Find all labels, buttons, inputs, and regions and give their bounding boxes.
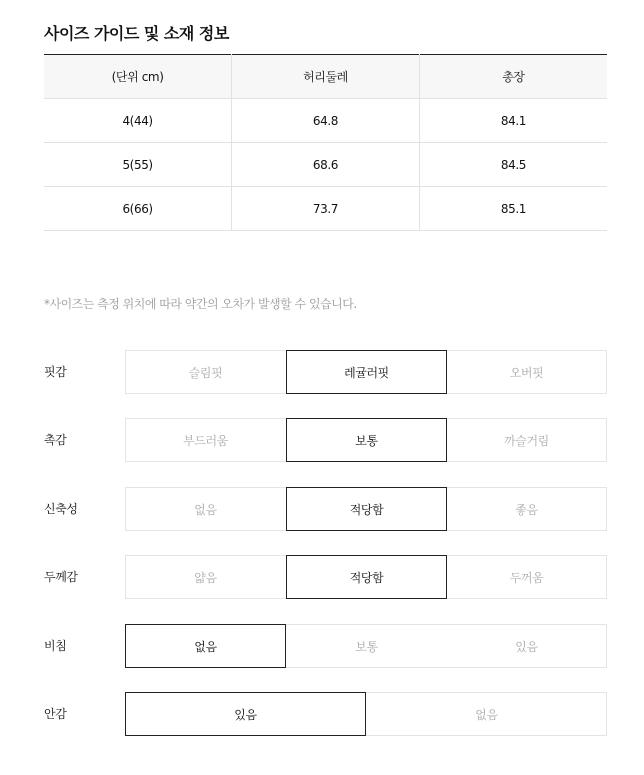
size-cell: 4(44) bbox=[44, 99, 232, 143]
size-table bbox=[44, 54, 607, 231]
attribute-label: 신축성 bbox=[44, 502, 78, 516]
attribute-options bbox=[125, 418, 607, 462]
attribute-option: 없음 bbox=[475, 707, 498, 722]
attribute-option-selected: 보통 bbox=[286, 418, 447, 462]
attribute-option-selected: 있음 bbox=[125, 692, 366, 736]
attribute-option-selected: 없음 bbox=[125, 624, 286, 668]
measurement-note: *사이즈는 측정 위치에 따라 약간의 오차가 발생할 수 있습니다. bbox=[44, 297, 357, 311]
attribute-option: 슬림핏 bbox=[188, 365, 223, 380]
attribute-label: 안감 bbox=[44, 707, 67, 721]
length-cell: 84.1 bbox=[419, 99, 607, 143]
attribute-option: 두꺼움 bbox=[509, 570, 544, 585]
length-cell: 85.1 bbox=[419, 187, 607, 231]
attribute-option-selected: 적당함 bbox=[286, 555, 447, 599]
attribute-label: 촉감 bbox=[44, 433, 67, 447]
attribute-option: 있음 bbox=[515, 639, 538, 654]
attribute-options bbox=[125, 624, 607, 668]
attribute-option: 오버핏 bbox=[509, 365, 544, 380]
length-header: 총장 bbox=[419, 55, 607, 99]
attribute-option-selected: 레귤러핏 bbox=[286, 350, 447, 394]
attribute-row bbox=[44, 418, 607, 462]
size-cell: 6(66) bbox=[44, 187, 232, 231]
attribute-options bbox=[125, 487, 607, 531]
waist-cell: 68.6 bbox=[232, 143, 420, 187]
attribute-option: 없음 bbox=[194, 502, 217, 517]
attribute-row bbox=[44, 692, 607, 736]
attribute-options bbox=[125, 350, 607, 394]
waist-cell: 73.7 bbox=[232, 187, 420, 231]
attribute-options bbox=[125, 692, 607, 736]
attribute-row bbox=[44, 350, 607, 394]
attribute-option: 얇음 bbox=[194, 570, 217, 585]
attribute-row bbox=[44, 487, 607, 531]
page-title: 사이즈 가이드 및 소재 정보 bbox=[44, 24, 229, 43]
table-header-row bbox=[44, 55, 607, 99]
length-cell: 84.5 bbox=[419, 143, 607, 187]
attribute-options bbox=[125, 555, 607, 599]
attribute-label: 비침 bbox=[44, 639, 67, 653]
attribute-row bbox=[44, 555, 607, 599]
attribute-option: 부드러움 bbox=[183, 433, 228, 448]
size-cell: 5(55) bbox=[44, 143, 232, 187]
unit-header: (단위 cm) bbox=[44, 55, 232, 99]
attribute-label: 두께감 bbox=[44, 570, 78, 584]
table-row bbox=[44, 99, 607, 143]
waist-cell: 64.8 bbox=[232, 99, 420, 143]
attribute-option-selected: 적당함 bbox=[286, 487, 447, 531]
waist-header: 허리둘레 bbox=[232, 55, 420, 99]
attribute-label: 핏감 bbox=[44, 365, 67, 379]
table-row bbox=[44, 187, 607, 231]
table-row bbox=[44, 143, 607, 187]
attribute-option: 보통 bbox=[355, 639, 378, 654]
attribute-option: 좋음 bbox=[515, 502, 538, 517]
attribute-option: 까슬거림 bbox=[504, 433, 549, 448]
attribute-row bbox=[44, 624, 607, 668]
